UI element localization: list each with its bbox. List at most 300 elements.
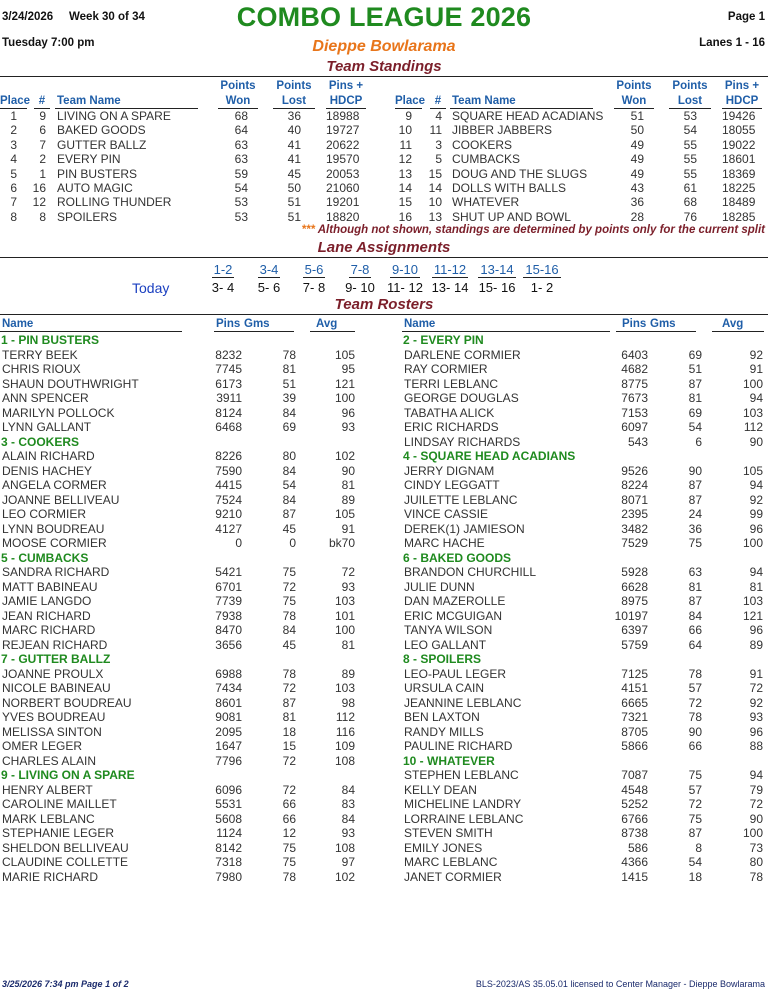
player-name: MARC HACHE <box>404 536 485 550</box>
roster-player-row <box>0 348 768 363</box>
player-name: KELLY DEAN <box>404 782 477 797</box>
row-pins-hdcp: 18820 <box>326 209 360 224</box>
player-average: 81 <box>341 478 355 492</box>
player-pins: 7318 <box>215 855 242 869</box>
week-label: Week 30 of 34 <box>69 11 145 23</box>
row-points-won: 36 <box>630 195 644 210</box>
player-pins: 6665 <box>621 695 648 710</box>
player-pins: 2095 <box>215 724 242 739</box>
player-games: 6 <box>695 434 702 449</box>
row-points-won: 54 <box>234 181 248 195</box>
row-place: 6 <box>10 181 17 195</box>
header-pins-top: Pins + <box>724 80 760 92</box>
player-average: 96 <box>749 521 763 536</box>
row-place: 5 <box>10 166 17 181</box>
player-name: SHAUN DOUTHWRIGHT <box>2 376 139 391</box>
lane-pair-label: 5-6 <box>304 262 324 277</box>
lane-pair-label: 13-14 <box>480 262 514 277</box>
roster-team-name: 10 - WHATEVER <box>403 753 495 768</box>
player-name: PAULINE RICHARD <box>404 739 513 753</box>
lanes-rule <box>0 257 768 258</box>
lane-pair-label: 9-10 <box>391 262 419 277</box>
player-pins: 8232 <box>215 347 242 362</box>
player-games: 72 <box>282 753 296 768</box>
player-games: 87 <box>688 376 702 391</box>
row-team-number: 12 <box>32 195 46 210</box>
standings-row <box>0 195 768 210</box>
player-games: 18 <box>282 724 296 739</box>
player-name: ERIC MCGUIGAN <box>404 608 503 623</box>
player-average: bk70 <box>328 536 355 550</box>
player-average: 112 <box>743 420 763 434</box>
roster-team-name: 5 - CUMBACKS <box>1 550 89 565</box>
roster-header-underline <box>402 331 610 332</box>
player-games: 87 <box>688 478 702 492</box>
row-place: 4 <box>10 152 17 167</box>
standings-row <box>0 123 768 138</box>
roster-player-row <box>0 507 768 522</box>
player-name: DEREK(1) JAMIESON <box>404 521 525 536</box>
player-pins: 7434 <box>215 681 242 695</box>
roster-player-row <box>0 638 768 653</box>
roster-player-row <box>0 768 768 783</box>
player-average: 100 <box>334 623 355 637</box>
player-name: HENRY ALBERT <box>2 782 93 797</box>
lane-pair-header <box>519 262 565 277</box>
roster-player-row <box>0 391 768 406</box>
player-average: 89 <box>341 492 355 507</box>
player-name: LEO CORMIER <box>2 507 87 521</box>
header-points-lost-top: Points <box>276 80 312 92</box>
roster-header-underline <box>0 331 182 332</box>
player-name: REJEAN RICHARD <box>2 637 108 652</box>
standings-row <box>0 181 768 196</box>
player-name: TERRI LEBLANC <box>404 376 499 391</box>
lane-pair-header <box>382 262 428 277</box>
header-points-lost: Lost <box>677 95 703 107</box>
player-name: CAROLINE MAILLET <box>2 797 117 811</box>
player-games: 75 <box>282 565 296 579</box>
lane-pair-teams: 5- 6 <box>257 280 281 295</box>
row-points-lost: 41 <box>287 137 301 152</box>
player-games: 72 <box>688 695 702 710</box>
player-pins: 6397 <box>621 623 648 637</box>
player-average: 102 <box>334 449 355 463</box>
player-pins: 7125 <box>621 666 648 681</box>
player-pins: 1415 <box>621 869 648 884</box>
player-average: 90 <box>749 434 763 449</box>
row-place: 2 <box>10 123 17 138</box>
row-team-number: 16 <box>32 181 46 195</box>
player-name: NORBERT BOUDREAU <box>2 695 132 710</box>
player-average: 103 <box>334 681 355 695</box>
player-name: BRANDON CHURCHILL <box>404 565 537 579</box>
lane-pair-teams: 11- 12 <box>387 280 423 295</box>
player-pins: 7153 <box>621 405 648 420</box>
header-pins-top: Pins + <box>328 80 364 92</box>
player-games: 54 <box>688 855 702 869</box>
player-name: LYNN GALLANT <box>2 420 92 434</box>
player-games: 81 <box>688 579 702 594</box>
roster-player-row <box>0 681 768 696</box>
player-pins: 8470 <box>215 623 242 637</box>
row-team-name: SHUT UP AND BOWL <box>452 209 571 224</box>
player-games: 8 <box>695 840 702 855</box>
player-name: OMER LEGER <box>2 739 83 753</box>
player-average: 109 <box>334 739 355 753</box>
player-name: CHARLES ALAIN <box>2 753 97 768</box>
row-points-won: 63 <box>234 137 248 152</box>
row-points-lost: 51 <box>287 195 301 210</box>
player-games: 75 <box>282 855 296 869</box>
player-average: 93 <box>749 710 763 724</box>
row-team-name: SQUARE HEAD ACADIANS <box>452 109 604 123</box>
player-pins: 6403 <box>621 347 648 362</box>
player-average: 100 <box>742 376 763 391</box>
row-points-lost: 68 <box>683 195 697 210</box>
player-average: 72 <box>749 797 763 811</box>
roster-player-row <box>0 536 768 551</box>
player-name: MARK LEBLANC <box>2 811 95 826</box>
player-games: 18 <box>688 869 702 884</box>
lanes-title: Lane Assignments <box>317 239 451 256</box>
player-games: 54 <box>688 420 702 434</box>
standings-row <box>0 109 768 124</box>
player-pins: 3482 <box>621 521 648 536</box>
player-average: 102 <box>334 869 355 884</box>
roster-player-row <box>0 478 768 493</box>
lane-pair-header <box>291 262 337 277</box>
row-points-lost: 41 <box>287 152 301 167</box>
row-points-won: 63 <box>234 152 248 167</box>
player-games: 80 <box>282 449 296 463</box>
roster-header-name: Name <box>2 318 34 330</box>
row-team-name: COOKERS <box>452 137 513 152</box>
player-pins: 9210 <box>215 507 242 521</box>
header-pins-hdcp: HDCP <box>329 95 363 107</box>
player-average: 94 <box>749 768 763 782</box>
player-pins: 8224 <box>621 478 648 492</box>
player-average: 89 <box>341 666 355 681</box>
player-pins: 7590 <box>215 463 242 478</box>
player-games: 87 <box>688 826 702 840</box>
roster-team-name: 4 - SQUARE HEAD ACADIANS <box>403 449 576 463</box>
player-average: 100 <box>334 391 355 405</box>
roster-player-row <box>0 754 768 769</box>
player-name: JOANNE PROULX <box>2 666 104 681</box>
lane-pair-teams: 9- 10 <box>345 280 375 295</box>
roster-header-name: Name <box>404 318 436 330</box>
row-place: 15 <box>398 195 412 210</box>
row-team-number: 10 <box>428 195 442 210</box>
player-average: 96 <box>341 405 355 420</box>
row-team-name: ROLLING THUNDER <box>57 195 172 210</box>
player-games: 84 <box>282 405 296 420</box>
player-name: MARC LEBLANC <box>404 855 498 869</box>
player-games: 45 <box>282 637 296 652</box>
player-games: 69 <box>688 405 702 420</box>
player-games: 78 <box>282 608 296 623</box>
row-team-number: 11 <box>429 123 442 138</box>
roster-player-row <box>0 464 768 479</box>
league-title: COMBO LEAGUE 2026 <box>236 2 532 32</box>
player-pins: 5608 <box>215 811 242 826</box>
player-average: 103 <box>334 594 355 608</box>
row-pins-hdcp: 20622 <box>326 137 360 152</box>
player-pins: 586 <box>627 840 648 855</box>
roster-player-row <box>0 623 768 638</box>
roster-team-name: 6 - BAKED GOODS <box>403 550 512 565</box>
player-average: 88 <box>749 739 763 753</box>
player-average: 89 <box>749 637 763 652</box>
player-pins: 543 <box>627 434 648 449</box>
row-team-number: 8 <box>39 209 46 224</box>
lane-pair-label: 15-16 <box>525 262 559 277</box>
roster-header-underline <box>616 331 696 332</box>
player-name: MARIE RICHARD <box>2 869 99 884</box>
roster-player-row <box>0 855 768 870</box>
row-team-name: DOLLS WITH BALLS <box>452 181 567 195</box>
player-average: 92 <box>749 347 763 362</box>
player-games: 72 <box>688 797 702 811</box>
roster-header-pins: Pins <box>216 318 241 330</box>
row-place: 7 <box>10 195 17 210</box>
player-average: 91 <box>749 362 763 376</box>
row-points-lost: 51 <box>287 209 301 224</box>
player-games: 90 <box>688 463 702 478</box>
today-label: Today <box>132 280 170 296</box>
player-pins: 7529 <box>621 536 648 550</box>
row-team-name: EVERY PIN <box>57 152 121 167</box>
row-team-number: 3 <box>435 137 442 152</box>
lane-pair-header <box>337 262 383 277</box>
player-games: 87 <box>282 695 296 710</box>
player-average: 81 <box>341 637 355 652</box>
player-pins: 6097 <box>621 420 648 434</box>
footer-license: BLS-2023/AS 35.05.01 licensed to Center Manager - Dieppe Bowlarama <box>475 979 765 989</box>
player-average: 73 <box>749 840 763 855</box>
roster-player-row <box>0 420 768 435</box>
roster-player-row <box>0 377 768 392</box>
header-points-won: Won <box>621 95 647 107</box>
standings-note <box>302 224 765 236</box>
header-team-number: # <box>38 95 46 107</box>
player-name: MATT BABINEAU <box>2 579 98 594</box>
row-points-won: 50 <box>630 123 644 138</box>
player-pins: 4127 <box>215 521 242 536</box>
lane-pair-header <box>427 262 473 277</box>
row-pins-hdcp: 18369 <box>722 166 756 181</box>
row-team-number: 9 <box>39 109 46 123</box>
player-average: 103 <box>742 594 763 608</box>
lane-pair-teams: 13- 14 <box>431 280 469 295</box>
standings-row <box>0 152 768 167</box>
player-name: ANN SPENCER <box>2 391 89 405</box>
player-pins: 8226 <box>215 449 242 463</box>
footer-printed: 3/25/2026 7:34 pm Page 1 of 2 <box>2 979 129 989</box>
row-team-number: 6 <box>39 123 46 138</box>
player-pins: 7745 <box>215 362 242 376</box>
row-pins-hdcp: 19201 <box>326 195 360 210</box>
player-pins: 4548 <box>621 782 648 797</box>
player-games: 72 <box>282 782 296 797</box>
player-games: 81 <box>688 391 702 405</box>
player-name: DARLENE CORMIER <box>404 347 521 362</box>
player-name: MOOSE CORMIER <box>2 536 107 550</box>
player-games: 51 <box>688 362 702 376</box>
player-name: JUILETTE LEBLANC <box>404 492 518 507</box>
player-average: 72 <box>749 681 763 695</box>
player-average: 100 <box>742 826 763 840</box>
player-games: 66 <box>688 623 702 637</box>
header-pins-hdcp: HDCP <box>725 95 759 107</box>
player-name: LYNN BOUDREAU <box>2 521 105 536</box>
standings-title: Team Standings <box>326 58 442 75</box>
lane-pair-label: 1-2 <box>213 262 233 277</box>
player-pins: 8142 <box>215 840 242 855</box>
player-pins: 1647 <box>215 739 242 753</box>
row-team-name: WHATEVER <box>452 195 520 210</box>
player-games: 78 <box>282 869 296 884</box>
player-games: 66 <box>282 811 296 826</box>
row-points-won: 43 <box>630 181 644 195</box>
player-name: LEO GALLANT <box>404 637 487 652</box>
player-pins: 5866 <box>621 739 648 753</box>
player-name: LEO-PAUL LEGER <box>404 666 507 681</box>
player-pins: 10197 <box>614 608 648 623</box>
player-pins: 4366 <box>621 855 648 869</box>
row-points-won: 28 <box>630 209 644 224</box>
row-team-name: PIN BUSTERS <box>57 166 138 181</box>
row-team-number: 2 <box>39 152 46 167</box>
lane-pair-teams: 3- 4 <box>211 280 235 295</box>
player-games: 69 <box>282 420 296 434</box>
player-pins: 4682 <box>621 362 648 376</box>
player-name: MARILYN POLLOCK <box>2 405 115 420</box>
player-name: TERRY BEEK <box>2 347 78 362</box>
roster-player-row <box>0 449 768 464</box>
row-place: 1 <box>10 109 17 123</box>
player-name: DAN MAZEROLLE <box>404 594 506 608</box>
row-points-won: 64 <box>234 123 248 138</box>
player-pins: 7796 <box>215 753 242 768</box>
row-team-name: SPOILERS <box>57 209 118 224</box>
roster-player-row <box>0 870 768 885</box>
roster-player-row <box>0 667 768 682</box>
player-name: GEORGE DOUGLAS <box>404 391 519 405</box>
row-points-lost: 45 <box>287 166 301 181</box>
player-games: 63 <box>688 565 702 579</box>
player-games: 81 <box>282 710 296 724</box>
rosters-rule <box>0 314 768 315</box>
player-average: 97 <box>341 855 355 869</box>
player-average: 81 <box>749 579 763 594</box>
row-pins-hdcp: 18285 <box>722 209 756 224</box>
row-points-won: 49 <box>630 152 644 167</box>
player-pins: 6988 <box>215 666 242 681</box>
player-name: SHELDON BELLIVEAU <box>2 840 129 855</box>
player-name: LORRAINE LEBLANC <box>404 811 524 826</box>
player-average: 90 <box>341 463 355 478</box>
player-average: 84 <box>341 811 355 826</box>
header-points-won-top: Points <box>220 80 256 92</box>
standings-row <box>0 138 768 153</box>
row-place: 11 <box>399 137 412 152</box>
player-average: 101 <box>334 608 355 623</box>
player-games: 64 <box>688 637 702 652</box>
player-name: STEVEN SMITH <box>404 826 493 840</box>
player-name: RANDY MILLS <box>404 724 484 739</box>
report-date: 3/24/2026 <box>2 11 54 23</box>
player-pins: 6173 <box>215 376 242 391</box>
standings-row <box>0 167 768 182</box>
header-points-lost-top: Points <box>672 80 708 92</box>
rosters-title: Team Rosters <box>334 296 434 313</box>
roster-team-name: 9 - LIVING ON A SPARE <box>1 768 135 782</box>
player-pins: 8738 <box>621 826 648 840</box>
player-games: 66 <box>688 739 702 753</box>
player-pins: 9081 <box>215 710 242 724</box>
player-games: 84 <box>282 623 296 637</box>
player-pins: 4151 <box>621 681 648 695</box>
row-place: 13 <box>398 166 412 181</box>
note-stars: *** <box>301 224 315 236</box>
row-pins-hdcp: 20053 <box>326 166 360 181</box>
player-average: 94 <box>749 391 763 405</box>
player-games: 36 <box>688 521 702 536</box>
player-name: TABATHA ALICK <box>404 405 495 420</box>
roster-player-row <box>0 710 768 725</box>
row-place: 10 <box>398 123 412 138</box>
player-average: 94 <box>749 478 763 492</box>
roster-player-row <box>0 435 768 450</box>
row-points-won: 53 <box>234 195 248 210</box>
player-name: ANGELA CORMER <box>2 478 107 492</box>
player-pins: 8124 <box>215 405 242 420</box>
row-pins-hdcp: 18225 <box>722 181 756 195</box>
player-average: 112 <box>335 710 355 724</box>
row-points-won: 53 <box>234 209 248 224</box>
player-games: 75 <box>282 594 296 608</box>
player-name: JOANNE BELLIVEAU <box>2 492 120 507</box>
player-average: 80 <box>749 855 763 869</box>
lanes-range: Lanes 1 - 16 <box>699 37 765 49</box>
player-games: 12 <box>282 826 296 840</box>
row-points-lost: 54 <box>683 123 697 138</box>
player-name: SANDRA RICHARD <box>2 565 110 579</box>
player-name: JAMIE LANGDO <box>2 594 92 608</box>
player-name: JULIE DUNN <box>404 579 475 594</box>
header-points-lost: Lost <box>281 95 307 107</box>
row-pins-hdcp: 19426 <box>722 109 756 123</box>
row-team-name: BAKED GOODS <box>57 123 146 138</box>
lane-pair-header <box>246 262 292 277</box>
player-games: 72 <box>282 681 296 695</box>
row-place: 16 <box>398 209 412 224</box>
player-average: 90 <box>749 811 763 826</box>
player-name: TANYA WILSON <box>404 623 493 637</box>
player-average: 103 <box>742 405 763 420</box>
row-pins-hdcp: 18489 <box>722 195 756 210</box>
row-points-won: 49 <box>630 137 644 152</box>
player-average: 84 <box>341 782 355 797</box>
player-pins: 8705 <box>621 724 648 739</box>
player-games: 0 <box>289 536 296 550</box>
player-pins: 6701 <box>215 579 242 594</box>
player-games: 66 <box>282 797 296 811</box>
row-place: 3 <box>10 137 17 152</box>
row-team-name: CUMBACKS <box>452 152 521 167</box>
